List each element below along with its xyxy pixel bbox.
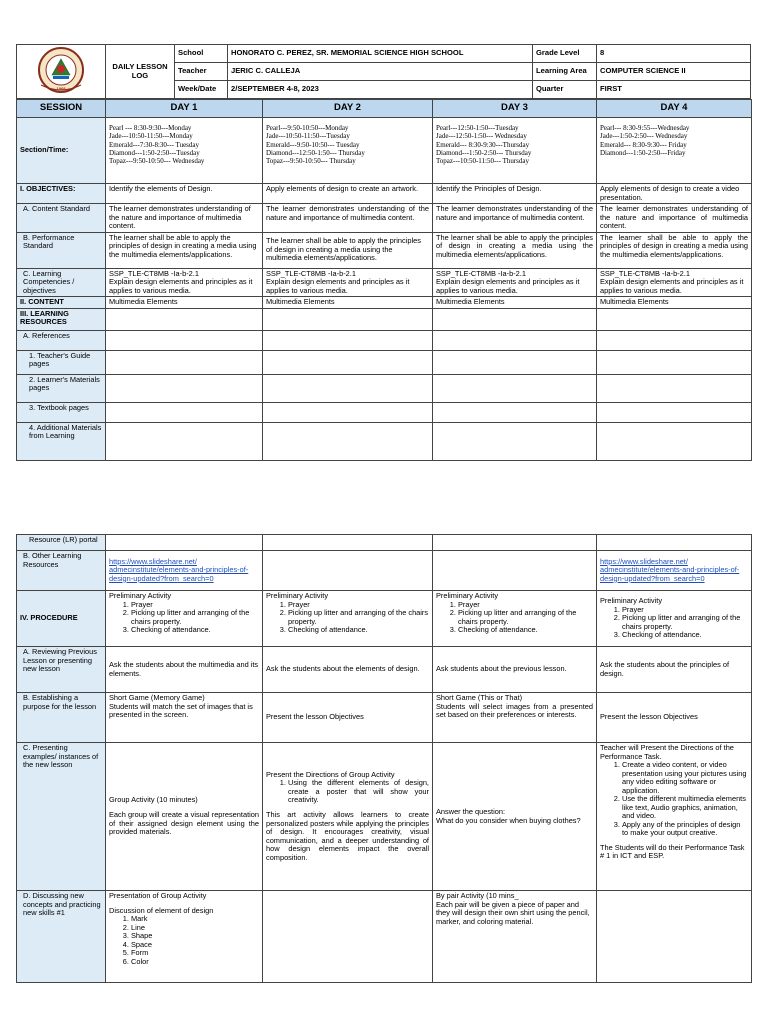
- objective-day-1: Identify the elements of Design.: [106, 184, 263, 204]
- reviewing-day-3: Ask students about the previous lesson.: [433, 647, 597, 693]
- lesson-log-body-page-1: [16, 99, 752, 461]
- presenting-text: This art activity allows learners to create personalized posters while applying the principles of design. It encourages creativity, visual communication, and a deeper understanding of how design elements impact the overall composition.: [266, 809, 429, 862]
- competencies-day-1: [106, 268, 263, 297]
- textbook-day-1: [106, 402, 263, 422]
- prelim-title: Preliminary Activity: [436, 591, 499, 600]
- references-day-2: [263, 330, 433, 350]
- performance-standard-day-4: The learner shall be able to apply the principles of design in creating a media using the multimedia elements/applications.: [597, 232, 752, 268]
- lr-portal-row: [17, 535, 752, 551]
- discussing-label: D. Discussing new concepts and practicing new skills #1: [17, 891, 106, 983]
- school-label: School: [175, 45, 228, 63]
- schedule-line: Pearl---9:50-10:50---Monday: [266, 124, 349, 132]
- resources-day-1: [106, 308, 263, 330]
- objective-day-2: Apply elements of design to create an artwork.: [263, 184, 433, 204]
- purpose-label: B. Establishing a purpose for the lesson: [17, 693, 106, 743]
- reviewing-day-2: Ask the students about the elements of design.: [263, 647, 433, 693]
- performance-standard-label: B. Performance Standard: [17, 232, 106, 268]
- additional-materials-day-4: [597, 422, 752, 460]
- schedule-line: Pearl --- 8:30-9:30---Monday: [109, 124, 192, 132]
- textbook-day-2: [263, 402, 433, 422]
- objective-day-3: Identify the Principles of Design.: [433, 184, 597, 204]
- slideshare-link[interactable]: https://www.slideshare.net/ admecinstitute/elements-and-principles-of-design-updated?from_search=0: [600, 556, 740, 583]
- competency-code: SSP_TLE-CT8MB -Ia-b-2.1: [600, 268, 690, 278]
- presenting-item: 3. Apply any of the principles of design to make your output creative.: [622, 821, 748, 838]
- textbook-label: 3. Textbook pages: [17, 402, 106, 422]
- discussing-text: Each pair will be given a piece of paper and they will design their own shirt using the pencil, marker, and coloring material.: [436, 899, 590, 926]
- learners-materials-day-2: [263, 374, 433, 402]
- presenting-day-3: [433, 743, 597, 891]
- presenting-title: Present the Directions of Group Activity: [266, 769, 395, 779]
- schedule-line: Emerald---9:50-10:50--- Tuesday: [266, 140, 360, 149]
- presenting-title: Teacher will Present the Directions of the Performance Task.: [600, 743, 734, 761]
- prelim-item: 2. Picking up litter and arranging of the chairs property.: [622, 614, 748, 631]
- area-label: Learning Area: [533, 62, 597, 80]
- content-label: II. CONTENT: [17, 297, 106, 309]
- other-resources-day-4: [597, 551, 752, 591]
- purpose-row: [17, 693, 752, 743]
- purpose-day-3: [433, 693, 597, 743]
- schedule-line: Diamond---1:50-2:50---Tuesday: [109, 148, 200, 157]
- reviewing-day-4: Ask the students about the principles of design.: [597, 647, 752, 693]
- purpose-text: Students will select images from a presented set based on their preferences or interests.: [436, 701, 593, 720]
- additional-materials-day-2: [263, 422, 433, 460]
- grade-value: 8: [597, 45, 751, 63]
- purpose-day-1: [106, 693, 263, 743]
- resources-day-3: [433, 308, 597, 330]
- schedule-day-4: [597, 118, 752, 184]
- presenting-row: [17, 743, 752, 891]
- resources-row: [17, 308, 752, 330]
- objectives-label: I. OBJECTIVES:: [17, 184, 106, 204]
- prelim-title: Preliminary Activity: [266, 591, 329, 600]
- schedule-line: Emerald--- 8:30-9:30--- Friday: [600, 140, 687, 149]
- school-logo: [17, 45, 106, 99]
- teacher-label: Teacher: [175, 62, 228, 80]
- objectives-row: [17, 184, 752, 204]
- competency-text: Explain design elements and principles as it applies to various media.: [266, 277, 410, 295]
- day-2-header: DAY 2: [263, 100, 433, 118]
- content-standard-label: A. Content Standard: [17, 204, 106, 233]
- quarter-value: FIRST: [597, 80, 751, 98]
- presenting-day-1: [106, 743, 263, 891]
- schedule-line: Pearl--- 8:30-9:55---Wednesday: [600, 124, 690, 132]
- content-standard-day-3: The learner demonstrates understanding of the nature and importance of multimedia content.: [433, 204, 597, 233]
- objective-day-4: Apply elements of design to create a video presentation.: [597, 184, 752, 204]
- resources-day-2: [263, 308, 433, 330]
- presenting-text: The Students will do their Performance Task # 1 in ICT and ESP.: [600, 842, 745, 861]
- competencies-day-4: [597, 268, 752, 297]
- other-resources-day-1: [106, 551, 263, 591]
- prelim-title: Preliminary Activity: [109, 591, 172, 600]
- week-label: Week/Date: [175, 80, 228, 98]
- references-label: A. References: [17, 330, 106, 350]
- purpose-day-4: Present the lesson Objectives: [597, 693, 752, 743]
- presenting-day-4: [597, 743, 752, 891]
- presenting-text: What do you consider when buying clothes?: [436, 815, 581, 825]
- schedule-line: Jade---10:50-11:50---Monday: [109, 132, 193, 141]
- prelim-item: 3. Checking of attendance.: [622, 631, 748, 640]
- competencies-day-3: [433, 268, 597, 297]
- competency-text: Explain design elements and principles as it applies to various media.: [109, 277, 253, 295]
- presenting-title: Group Activity (10 minutes): [109, 795, 198, 805]
- teacher-value: JERIC C. CALLEJA: [228, 62, 533, 80]
- prelim-item: 1. Prayer: [458, 601, 593, 610]
- procedure-day-3: [433, 591, 597, 647]
- competency-code: SSP_TLE-CT8MB -Ia-b-2.1: [109, 268, 199, 278]
- prelim-item: 1. Prayer: [131, 601, 259, 610]
- prelim-item: 2. Picking up litter and arranging of the chairs property.: [288, 609, 429, 626]
- lesson-log-table-page-1: [16, 44, 751, 99]
- lr-portal-day-2: [263, 535, 433, 551]
- presenting-item: 1. Create a video content, or video presentation using your pictures using any video editing software or application.: [622, 761, 748, 795]
- references-day-1: [106, 330, 263, 350]
- teachers-guide-day-3: [433, 350, 597, 374]
- school-value: HONORATO C. PEREZ, SR. MEMORIAL SCIENCE HIGH SCHOOL: [228, 45, 533, 63]
- design-element-item: 4. Space: [131, 941, 259, 950]
- schedule-line: Emerald--- 8:30-9:30---Thursday: [436, 140, 530, 149]
- schedule-line: Topaz---9:50-10:50--- Thursday: [266, 157, 356, 165]
- competency-code: SSP_TLE-CT8MB -Ia-b-2.1: [266, 268, 356, 278]
- textbook-day-3: [433, 402, 597, 422]
- performance-standard-day-1: The learner shall be able to apply the principles of design in creating a media using the multimedia elements/applications.: [106, 232, 263, 268]
- prelim-item: 1. Prayer: [622, 606, 748, 615]
- doc-title: DAILY LESSON LOG: [106, 45, 175, 99]
- prelim-item: 3. Checking of attendance.: [458, 626, 593, 635]
- purpose-day-2: Present the lesson Objectives: [263, 693, 433, 743]
- day-4-header: DAY 4: [597, 100, 752, 118]
- prelim-item: 2. Picking up litter and arranging of the chairs property.: [458, 609, 593, 626]
- content-day-2: Multimedia Elements: [263, 297, 433, 309]
- teachers-guide-row: [17, 350, 752, 374]
- learners-materials-day-1: [106, 374, 263, 402]
- competency-code: SSP_TLE-CT8MB -Ia-b-2.1: [436, 268, 526, 278]
- performance-standard-day-2: The learner shall be able to apply the principles of design in creating a media using the multimedia elements/applications.: [263, 232, 433, 268]
- lr-portal-day-3: [433, 535, 597, 551]
- additional-materials-row: [17, 422, 752, 460]
- schedule-label: Section/Time:: [17, 118, 106, 184]
- additional-materials-label: 4. Additional Materials from Learning: [17, 422, 106, 460]
- design-element-item: 1. Mark: [131, 915, 259, 924]
- discussing-title: By pair Activity (10 mins_: [436, 891, 519, 900]
- schedule-row: [17, 118, 752, 184]
- prelim-item: 1. Prayer: [288, 601, 429, 610]
- school-seal-icon: [31, 45, 91, 95]
- performance-standard-day-3: The learner shall be able to apply the principles of design in creating a media using the multimedia elements/applications.: [433, 232, 597, 268]
- references-row: [17, 330, 752, 350]
- performance-standard-row: [17, 232, 752, 268]
- lr-portal-day-1: [106, 535, 263, 551]
- textbook-day-4: [597, 402, 752, 422]
- other-resources-label: B. Other Learning Resources: [17, 551, 106, 591]
- discussing-subtitle: Discussion of element of design: [109, 905, 214, 915]
- session-row: [17, 100, 752, 118]
- content-standard-row: [17, 204, 752, 233]
- content-standard-day-1: The learner demonstrates understanding of the nature and importance of multimedia content.: [106, 204, 263, 233]
- content-standard-day-2: The learner demonstrates understanding of the nature and importance of multimedia content.: [263, 204, 433, 233]
- page-two: [0, 526, 768, 1024]
- day-3-header: DAY 3: [433, 100, 597, 118]
- reviewing-label: A. Reviewing Previous Lesson or presenting new lesson: [17, 647, 106, 693]
- references-day-3: [433, 330, 597, 350]
- schedule-line: Jade---10:50-11:50---Tuesday: [266, 132, 350, 141]
- additional-materials-day-3: [433, 422, 597, 460]
- day-1-header: DAY 1: [106, 100, 263, 118]
- procedure-label: IV. PROCEDURE: [17, 591, 106, 647]
- discussing-day-4: [597, 891, 752, 983]
- teachers-guide-day-1: [106, 350, 263, 374]
- logo-year: 1968: [56, 86, 66, 91]
- content-day-3: Multimedia Elements: [433, 297, 597, 309]
- schedule-day-1: [106, 118, 263, 184]
- content-day-4: Multimedia Elements: [597, 297, 752, 309]
- resources-day-4: [597, 308, 752, 330]
- schedule-line: Diamond---12:50-1:50--- Thursday: [266, 148, 365, 157]
- grade-label: Grade Level: [533, 45, 597, 63]
- schedule-line: Topaz---10:50-11:50--- Thursday: [436, 157, 530, 165]
- schedule-line: Jade---1:50-2:50--- Wednesday: [600, 132, 688, 141]
- presenting-item: 1. Using the different elements of design, create a poster that will show your creativity.: [288, 779, 429, 805]
- schedule-line: Topaz---9:50-10:50--- Wednesday: [109, 157, 205, 165]
- learners-materials-day-4: [597, 374, 752, 402]
- quarter-label: Quarter: [533, 80, 597, 98]
- purpose-text: Students will match the set of images that is presented in the screen.: [109, 701, 253, 720]
- slideshare-link[interactable]: https://www.slideshare.net/ admecinstitute/elements-and-principles-of-design-updated?from_search=0: [109, 556, 249, 583]
- discussing-title: Presentation of Group Activity: [109, 891, 207, 900]
- lesson-log-body-page-2: [16, 534, 752, 983]
- content-standard-day-4: The learner demonstrates understanding of the nature and importance of multimedia content.: [597, 204, 752, 233]
- area-value: COMPUTER SCIENCE II: [597, 62, 751, 80]
- schedule-day-2: [263, 118, 433, 184]
- learners-materials-day-3: [433, 374, 597, 402]
- presenting-text: Each group will create a visual representation of their assigned design element using the provided materials.: [109, 809, 259, 837]
- content-row: [17, 297, 752, 309]
- reviewing-day-1: Ask the students about the multimedia and its elements.: [106, 647, 263, 693]
- design-element-item: 6. Color: [131, 958, 259, 967]
- competency-text: Explain design elements and principles as it applies to various media.: [436, 277, 580, 295]
- competencies-row: [17, 268, 752, 297]
- purpose-title: Short Game (Memory Game): [109, 693, 205, 702]
- discussing-day-3: [433, 891, 597, 983]
- schedule-day-3: [433, 118, 597, 184]
- schedule-line: Jade---12:50-1:50--- Wednesday: [436, 132, 527, 141]
- design-element-item: 2. Line: [131, 924, 259, 933]
- purpose-title: Short Game (This or That): [436, 693, 523, 702]
- week-value: 2/SEPTEMBER 4-8, 2023: [228, 80, 533, 98]
- content-day-1: Multimedia Elements: [106, 297, 263, 309]
- learners-materials-row: [17, 374, 752, 402]
- other-resources-day-2: [263, 551, 433, 591]
- lr-portal-day-4: [597, 535, 752, 551]
- design-element-item: 5. Form: [131, 949, 259, 958]
- textbook-row: [17, 402, 752, 422]
- schedule-line: Pearl---12:50-1:50---Tuesday: [436, 124, 519, 132]
- references-day-4: [597, 330, 752, 350]
- lr-portal-label: Resource (LR) portal: [17, 535, 106, 551]
- teachers-guide-label: 1. Teacher's Guide pages: [17, 350, 106, 374]
- other-resources-row: [17, 551, 752, 591]
- prelim-item: 3. Checking of attendance.: [131, 626, 259, 635]
- procedure-day-1: [106, 591, 263, 647]
- presenting-label: C. Presenting examples/ instances of the new lesson: [17, 743, 106, 891]
- discussing-row: [17, 891, 752, 983]
- schedule-line: Emerald---7:30-8:30--- Tuesday: [109, 140, 200, 149]
- schedule-line: Diamond---1:50-2:50---Friday: [600, 148, 686, 157]
- procedure-day-4: [597, 591, 752, 647]
- additional-materials-day-1: [106, 422, 263, 460]
- competency-text: Explain design elements and principles as it applies to various media.: [600, 277, 744, 295]
- competencies-day-2: [263, 268, 433, 297]
- presenting-day-2: [263, 743, 433, 891]
- discussing-day-2: [263, 891, 433, 983]
- teachers-guide-day-2: [263, 350, 433, 374]
- design-element-item: 3. Shape: [131, 932, 259, 941]
- other-resources-day-3: [433, 551, 597, 591]
- procedure-day-2: [263, 591, 433, 647]
- teachers-guide-day-4: [597, 350, 752, 374]
- schedule-line: Diamond---1:50-2:50--- Thursday: [436, 148, 532, 157]
- reviewing-row: [17, 647, 752, 693]
- prelim-item: 2. Picking up litter and arranging of the chairs property.: [131, 609, 259, 626]
- learners-materials-label: 2. Learner's Materials pages: [17, 374, 106, 402]
- presenting-item: 2. Use the different multimedia elements like text, Audio graphics, animation, and video.: [622, 795, 748, 821]
- discussing-day-1: [106, 891, 263, 983]
- competencies-label: C. Learning Competencies / objectives: [17, 268, 106, 297]
- prelim-title: Preliminary Activity: [600, 596, 663, 606]
- session-label: SESSION: [17, 100, 106, 118]
- prelim-item: 3. Checking of attendance.: [288, 626, 429, 635]
- page-one: [0, 0, 768, 490]
- procedure-row: [17, 591, 752, 647]
- presenting-title: Answer the question:: [436, 806, 506, 816]
- resources-label: III. LEARNING RESOURCES: [17, 308, 106, 330]
